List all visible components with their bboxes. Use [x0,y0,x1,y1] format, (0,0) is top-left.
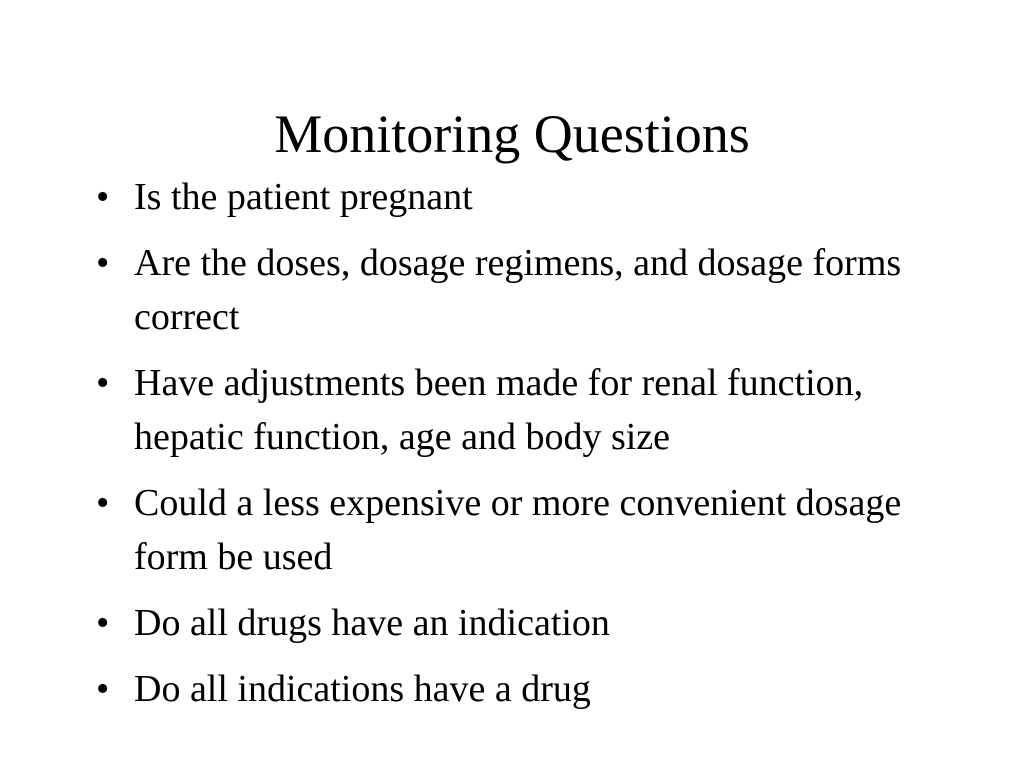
bullet-text: Could a less expensive or more convenient dosage form be used [134,482,902,578]
bullet-item [96,236,956,344]
bullet-item [96,356,956,464]
bullet-marker: • [96,242,110,284]
bullet-marker: • [96,602,110,644]
bullet-item [96,596,956,650]
bullet-text: Is the patient pregnant [134,176,473,218]
slide-title: Monitoring Questions [274,104,750,164]
bullet-item [96,476,956,584]
bullet-marker: • [96,482,110,524]
bullet-text: Do all indications have a drug [134,668,591,710]
bullet-text: Do all drugs have an indication [134,602,610,644]
bullet-list [96,170,956,728]
bullet-marker: • [96,176,110,218]
bullet-text: Have adjustments been made for renal function, hepatic function, age and body size [134,362,864,458]
bullet-text: Are the doses, dosage regimens, and dosage forms correct [134,242,902,338]
bullet-marker: • [96,668,110,710]
bullet-marker: • [96,362,110,404]
bullet-item [96,170,956,224]
bullet-item [96,662,956,716]
